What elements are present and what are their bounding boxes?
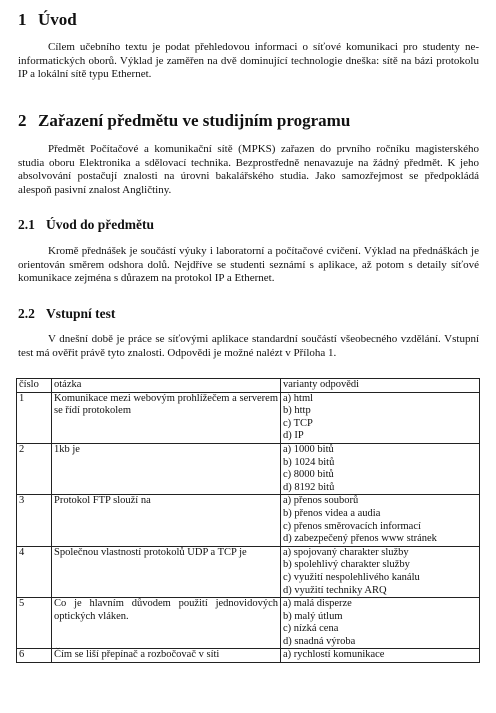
row-number: 3 — [17, 495, 52, 546]
answer-option: c) využití nespolehlivého kanálu — [283, 571, 420, 583]
table-header-row — [17, 379, 480, 393]
answer-option: c) TCP — [283, 417, 313, 429]
table-row — [17, 649, 480, 663]
answer-option: b) přenos videa a audia — [283, 507, 381, 519]
answer-option: c) 8000 bitů — [283, 469, 334, 481]
answer-option: b) 1024 bitů — [283, 456, 335, 468]
answer-option: b) malý útlum — [283, 610, 343, 622]
subsection-heading-vstupni-test — [18, 306, 115, 322]
row-number: 2 — [17, 443, 52, 494]
answer-option: a) rychlostí komunikace — [283, 649, 385, 661]
row-number: 4 — [17, 546, 52, 597]
paragraph-uvod: Cílem učebního textu je podat přehledovou informaci o síťové komunikaci pro studenty ne-informatických oborů. Výklad je zaměřen na dvě dominující technologie dneška: sítě na bázi protokolu IP a lokální sítě typu Ethernet. — [18, 41, 479, 81]
answer-option: a) přenos souborů — [283, 495, 359, 507]
answer-option: d) IP — [283, 430, 304, 442]
subsection-title: Vstupní test — [46, 306, 116, 321]
answer-option: a) html — [283, 392, 314, 404]
table-row — [17, 598, 480, 649]
paragraph-zarazeni: Předmět Počítačové a komunikační sítě (MPKS) zařazen do prvního ročníku magisterského studia oboru Elektronika a sdělovací technika. Bezprostředně nenavazuje na žádný předmět. K jeho absolvování postačují znalosti na úrovni bakalářského studia. Jako samozřejmost se předpokládá alespoň pasivní znalost Angličtiny. — [18, 143, 479, 196]
row-options — [281, 598, 480, 649]
row-question: Čím se liší přepínač a rozbočovač v síti — [52, 649, 281, 663]
section-title: Zařazení předmětu ve studijním programu — [38, 111, 351, 130]
answer-option: a) spojovaný charakter služby — [283, 546, 409, 558]
row-number: 1 — [17, 392, 52, 443]
answer-option: c) přenos směrovacích informací — [283, 520, 421, 532]
section-number: 2 — [18, 111, 27, 130]
answer-option: b) http — [283, 405, 311, 417]
row-options — [281, 546, 480, 597]
answer-option: d) zabezpečený přenos www stránek — [283, 533, 437, 545]
answer-option: d) využití techniky ARQ — [283, 584, 387, 596]
row-question: Komunikace mezi webovým prohlížečem a serverem se řídí protokolem — [52, 392, 281, 443]
subsection-number: 2.2 — [18, 306, 35, 321]
section-title: Úvod — [38, 10, 77, 29]
subsection-title: Úvod do předmětu — [46, 217, 155, 232]
table-row — [17, 392, 480, 443]
answer-option: a) 1000 bitů — [283, 443, 334, 455]
answer-option: c) nízká cena — [283, 623, 339, 635]
header-cislo: číslo — [17, 379, 52, 393]
row-question: Společnou vlastností protokolů UDP a TCP je — [52, 546, 281, 597]
row-options — [281, 649, 480, 663]
row-number: 6 — [17, 649, 52, 663]
subsection-number: 2.1 — [18, 217, 35, 232]
header-varianty: varianty odpovědi — [281, 379, 480, 393]
entrance-test-table — [16, 378, 480, 663]
answer-option: b) spolehlivý charakter služby — [283, 559, 410, 571]
section-number: 1 — [18, 10, 27, 29]
section-heading-zarazeni — [18, 111, 350, 131]
row-options — [281, 495, 480, 546]
table-row — [17, 546, 480, 597]
row-number: 5 — [17, 598, 52, 649]
answer-option: d) snadná výroba — [283, 635, 356, 647]
row-options — [281, 443, 480, 494]
row-question: Co je hlavním důvodem použití jednovidových optických vláken. — [52, 598, 281, 649]
answer-option: d) 8192 bitů — [283, 481, 335, 493]
row-question: 1kb je — [52, 443, 281, 494]
subsection-heading-uvod-do-predmetu — [18, 217, 154, 233]
row-options — [281, 392, 480, 443]
table-row — [17, 495, 480, 546]
paragraph-vstupni-test: V dnešní době je práce se síťovými aplikace standardní součástí všeobecného vzdělání. Vstupní test má ověřit právě tyto znalosti. Odpovědi je možné nalézt v Příloha 1. — [18, 333, 479, 359]
row-question: Protokol FTP slouží na — [52, 495, 281, 546]
table-row — [17, 443, 480, 494]
paragraph-uvod-do-predmetu: Kromě přednášek je součástí výuky i laboratorní a počítačové cvičení. Výklad na přednáškách je orientován směrem odshora dolů. Nejdříve se studenti seznámí s aplikace, až potom s detaily síťové komunikace zejména s důrazem na protokol IP a Ethernet. — [18, 245, 479, 285]
section-heading-uvod — [18, 10, 77, 30]
answer-option: a) malá disperze — [283, 598, 352, 610]
header-otazka: otázka — [52, 379, 281, 393]
